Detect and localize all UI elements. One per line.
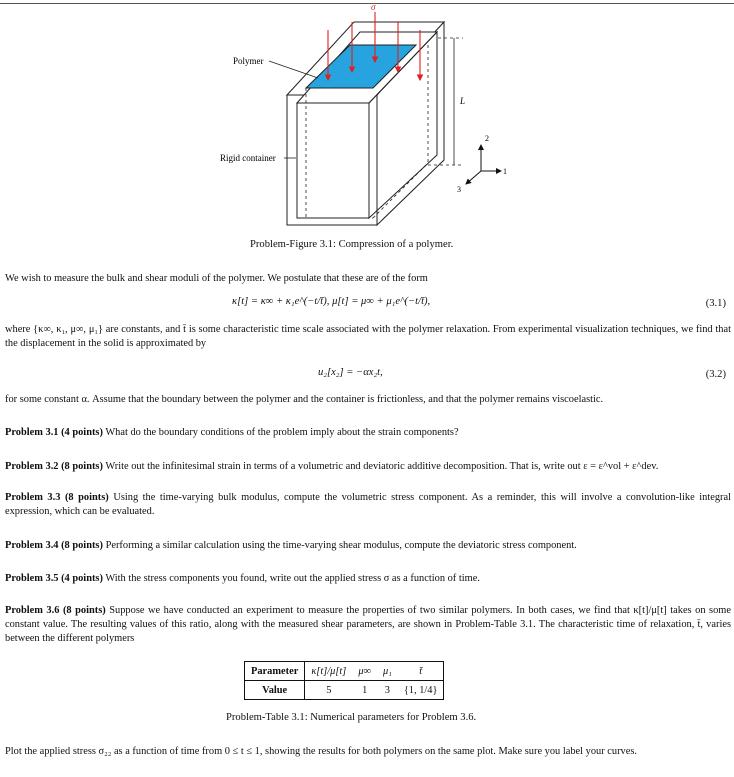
table-col-mu-1: μ₁ [377,662,398,681]
problem-3-6: Problem 3.6 (8 points) Suppose we have conducted an experiment to measure the properties of two similar polymers. In both cases, we find that κ[t]/μ[t] takes on some constant value. The resulting values of this ratio, along with the measured shear parameters, are shown in Problem-Table 3.1. The characteristic time of relaxation, t̄, varies between the different polymers [5,605,731,644]
table-header-label: Parameter [245,662,305,681]
equation-3-1: κ[t] = κ∞ + κ₁e^(−t/t̄), μ[t] = μ∞ + μ₁e^(−t/t̄), [232,296,431,307]
polymer-label: Polymer [233,56,264,66]
intro-paragraph: We wish to measure the bulk and shear moduli of the polymer. We postulate that these are of the form [5,273,428,284]
table-col-tbar: t̄ [398,662,444,681]
constant-paragraph: for some constant α. Assume that the boundary between the polymer and the container is frictionless, and that the polymer remains viscoelastic. [5,394,604,405]
table-value-mu-1: 3 [384,684,390,696]
table-caption: Problem-Table 3.1: Numerical parameters for Problem 3.6. [226,712,477,723]
equation-3-1-number: (3.1) [705,298,726,309]
axis-3-label: 3 [457,185,461,194]
table-value-label: Value [245,681,305,700]
equation-3-2-number: (3.2) [705,369,726,380]
table-col-ratio: κ[t]/μ[t] [305,662,353,681]
final-paragraph: Plot the applied stress σ₂₂ as a function of time from 0 ≤ t ≤ 1, showing the results for both polymers on the same plot. Make sure you label your curves. [5,746,637,757]
table-header-row [245,662,444,681]
table-value-tbar: {1, 1/4} [403,684,438,696]
where-paragraph: where {κ∞, κ₁, μ∞, μ₁} are constants, and t̄ is some characteristic time scale associated with the polymer relaxation. From experimental visualization techniques, we find that the displacement in the solid is approximated by [5,324,731,349]
container-label: Rigid container [220,153,276,163]
polymer-figure [0,0,734,250]
problem-3-5: Problem 3.5 (4 points) With the stress components you found, write out the applied stress σ as a function of time. [5,573,480,584]
axis-2-label: 2 [485,134,489,143]
figure-caption: Problem-Figure 3.1: Compression of a polymer. [250,239,454,250]
length-label: L [460,96,466,106]
sigma-label: σ [371,2,376,12]
table-col-mu-inf: μ∞ [352,662,377,681]
problem-3-2: Problem 3.2 (8 points) Write out the infinitesimal strain in terms of a volumetric and deviatoric additive decomposition. That is, write out ε = ε^vol + ε^dev. [5,461,659,472]
problem-3-1: Problem 3.1 (4 points) What do the boundary conditions of the problem imply about the strain components? [5,427,459,438]
table-value-mu-inf: 1 [362,684,368,696]
parameters-table [244,661,444,700]
table-value-ratio: 5 [326,684,332,696]
equation-3-2: u₂[x₂] = −αx₂t, [318,367,383,378]
axis-3-arrow [466,171,481,184]
problem-3-3: Problem 3.3 (8 points) Using the time-varying bulk modulus, compute the volumetric stress component. As a reminder, this will involve a convolution-like integral expression, which can be evaluated. [5,492,731,517]
axis-1-label: 1 [503,167,507,176]
problem-3-4: Problem 3.4 (8 points) Performing a similar calculation using the time-varying shear modulus, compute the deviatoric stress component. [5,540,577,551]
table-value-row [245,681,444,700]
